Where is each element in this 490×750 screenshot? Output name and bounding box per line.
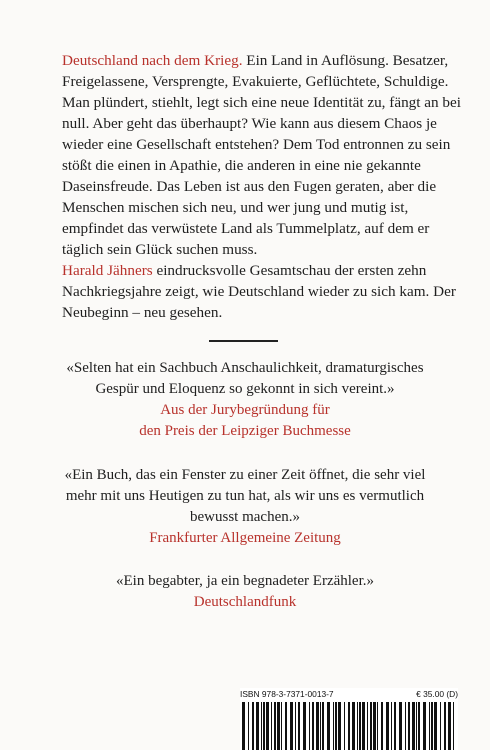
quote-3-text: «Ein begabter, ja ein begnadeter Erzähler.» [115,573,375,589]
barcode-stripe [335,702,337,750]
quote-1-source-line-2: den Preis der Leipziger Buchmesse [139,423,351,439]
barcode-stripe [367,702,368,750]
barcode-stripe [386,702,389,750]
barcode-stripe [440,702,441,750]
blurb-text [62,50,472,323]
press-quote-2 [50,465,440,549]
barcode-stripe [362,702,365,750]
barcode-stripe [263,702,265,750]
barcode-stripe [309,702,310,750]
barcode-stripe [316,702,319,750]
barcode-stripe [295,702,296,750]
barcode-stripe [261,702,262,750]
barcode-stripe [333,702,334,750]
barcode-stripe [405,702,406,750]
barcode-stripe [281,702,282,750]
isbn-number: ISBN 978-3-7371-0013-7 [240,689,334,699]
barcode-stripe [373,702,376,750]
barcode-stripe [248,702,249,750]
barcode-stripe [434,702,437,750]
barcode-stripe [408,702,410,750]
barcode-stripe [303,702,306,750]
barcode-stripe [377,702,378,750]
blurb-opening-text: Ein Land in Auflösung. Besatzer, Freigelassene, Versprengte, Evakuierte, Geflüchtete, Schuldige. Man plündert, stiehlt, legt sich eine neue Identität zu, fängt an bei null. Aber geht das überhaupt? Wie kann aus diesem Chaos je wieder eine Gesellschaft entstehen? Dem Tod entronnen zu sein stößt die einen in Apathie, die anderen in eine nie gekannte Daseinsfreude. Das Leben ist aus den Fugen geraten, aber die Menschen mischen sich neu, und wer jung und mutig ist, empfindet das verwüstete Land als Tummelplatz, auf dem er täglich sein Glück suchen muss. [62,52,461,258]
barcode-stripe [448,702,451,750]
barcode-stripe [431,702,433,750]
barcode-stripe [418,702,420,750]
barcode-box [240,688,458,750]
barcode-stripe [348,702,350,750]
barcode-stripe [271,702,272,750]
barcode-stripe [277,702,280,750]
barcode-stripe [327,702,330,750]
barcode-stripe [256,702,259,750]
barcode-stripe [453,702,454,750]
author-name-highlight: Harald Jähners [62,262,153,279]
quote-2-text: «Ein Buch, das ein Fenster zu einer Zeit öffnet, die sehr viel mehr mit uns Heutigen zu tun hat, als wir uns es vermutlich bewusst machen.» [64,467,426,525]
barcode-stripe [394,702,396,750]
isbn-price-line [240,689,458,699]
barcode-stripe [338,702,341,750]
barcode-bars [240,702,458,750]
quote-1-source-line-1: Aus der Jurybegründung für [160,402,330,418]
barcode-stripe [391,702,392,750]
barcode-stripe [322,702,324,750]
barcode-stripe [370,702,372,750]
barcode-stripe [344,702,345,750]
barcode-stripe [352,702,355,750]
barcode-stripe [399,702,402,750]
barcode-stripe [290,702,293,750]
barcode-stripe [242,702,245,750]
blurb-paragraph-2 [62,260,472,323]
barcode-stripe [429,702,430,750]
blurb-author-text: eindrucksvolle Gesamtschau der ersten zehn Nachkriegsjahre zeigt, wie Deutschland wieder zu sich kam. Der Neubeginn – neu gesehen. [62,262,456,321]
barcode-stripe [312,702,314,750]
barcode-stripe [381,702,383,750]
barcode-stripe [416,702,417,750]
price-label: € 35.00 (D) [416,689,458,699]
barcode-stripe [412,702,415,750]
press-quotes [50,358,440,630]
divider-rule [209,340,278,342]
barcode-stripe [320,702,321,750]
quote-1-text: «Selten hat ein Sachbuch Anschaulichkeit, dramaturgisches Gespür und Eloquenz so gekonnt in sich vereint.» [66,360,424,397]
quote-3-source: Deutschlandfunk [193,594,297,610]
blurb-paragraph-1 [62,50,472,260]
quote-2-source: Frankfurter Allgemeine Zeitung [149,530,341,546]
barcode-stripe [274,702,276,750]
press-quote-1 [50,358,440,442]
barcode-stripe [423,702,426,750]
barcode-stripe [252,702,254,750]
barcode-stripe [359,702,361,750]
barcode-stripe [285,702,287,750]
press-quote-3 [50,571,440,613]
barcode-stripe [357,702,358,750]
barcode-stripe [298,702,300,750]
barcode-stripe [444,702,446,750]
blurb-opening-highlight: Deutschland nach dem Krieg. [62,52,243,69]
barcode-stripe [266,702,269,750]
